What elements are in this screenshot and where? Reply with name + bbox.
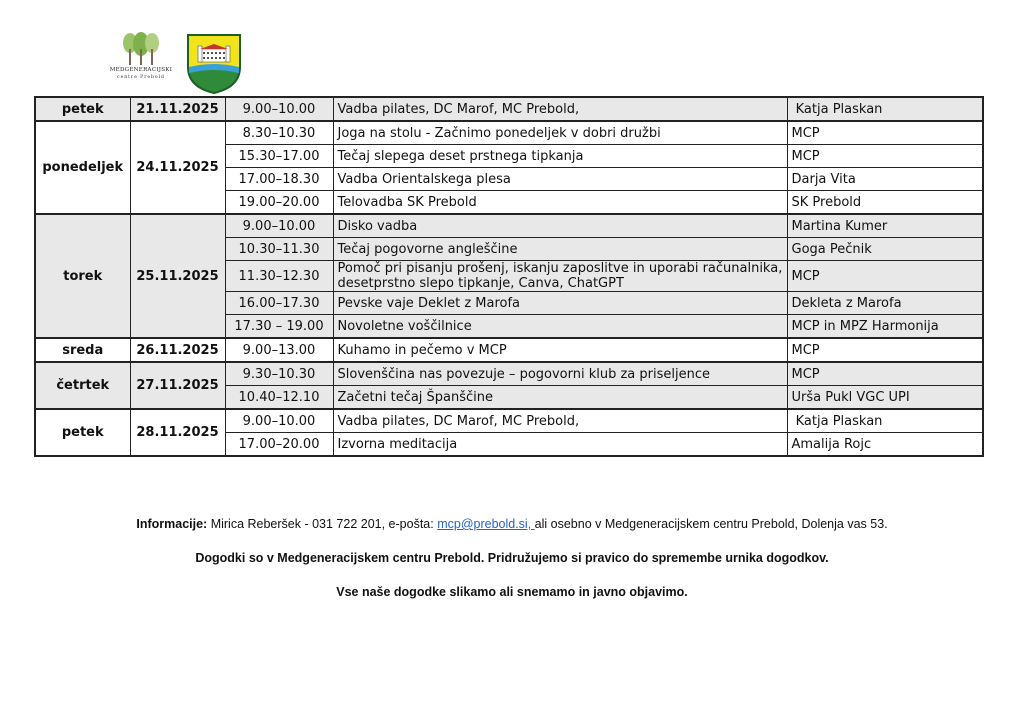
organizer-cell: Katja Plaskan [787,97,983,121]
day-cell: ponedeljek [35,121,130,214]
organizer-cell: Dekleta z Marofa [787,292,983,315]
activity-cell: Slovenščina nas povezuje – pogovorni klub za priseljence [333,362,787,386]
time-cell: 9.30–10.30 [225,362,333,386]
activity-cell: Kuhamo in pečemo v MCP [333,338,787,362]
day-cell: sreda [35,338,130,362]
schedule-row [35,121,983,145]
activity-cell: Začetni tečaj Španščine [333,386,787,410]
time-cell: 9.00–10.00 [225,409,333,433]
date-cell: 21.11.2025 [130,97,225,121]
schedule-row [35,338,983,362]
time-cell: 16.00–17.30 [225,292,333,315]
time-cell: 9.00–13.00 [225,338,333,362]
activity-cell: Disko vadba [333,214,787,238]
organizer-cell: Urša Pukl VGC UPI [787,386,983,410]
email-link[interactable]: mcp@prebold.si, [437,517,535,531]
organizer-cell: MCP [787,145,983,168]
time-cell: 8.30–10.30 [225,121,333,145]
activity-cell: Novoletne voščilnice [333,315,787,339]
header-logos [108,31,248,97]
date-cell: 25.11.2025 [130,214,225,338]
organizer-cell: MCP [787,362,983,386]
time-cell: 9.00–10.00 [225,214,333,238]
day-cell: petek [35,409,130,456]
schedule-row [35,362,983,386]
activity-cell: Telovadba SK Prebold [333,191,787,215]
activity-cell: Vadba Orientalskega plesa [333,168,787,191]
activity-cell: Vadba pilates, DC Marof, MC Prebold, [333,409,787,433]
date-cell: 28.11.2025 [130,409,225,456]
time-cell: 17.00–20.00 [225,433,333,457]
time-cell: 10.40–12.10 [225,386,333,410]
schedule-row [35,97,983,121]
time-cell: 10.30–11.30 [225,238,333,261]
logo-title: MEDGENERACIJSKI [109,67,173,73]
activity-cell: Izvorna meditacija [333,433,787,457]
date-cell: 26.11.2025 [130,338,225,362]
schedule-body [35,97,983,456]
organizer-cell: MCP [787,338,983,362]
time-cell: 9.00–10.00 [225,97,333,121]
schedule-row [35,214,983,238]
activity-cell: Pomoč pri pisanju prošenj, iskanju zaposlitve in uporabi računalnika, desetprstno slepo tipkanje, Canva, ChatGPT [333,261,787,292]
location-notice: Dogodki so v Medgeneracijskem centru Prebold. Pridružujemo si pravico do spremembe urnika dogodkov. [195,551,829,565]
organizer-cell: SK Prebold [787,191,983,215]
medgeneracijski-logo [108,31,174,86]
day-cell: četrtek [35,362,130,409]
activity-cell: Vadba pilates, DC Marof, MC Prebold, [333,97,787,121]
activity-cell: Tečaj pogovorne angleščine [333,238,787,261]
day-cell: petek [35,97,130,121]
activity-cell: Pevske vaje Deklet z Marofa [333,292,787,315]
organizer-cell: MCP in MPZ Harmonija [787,315,983,339]
media-notice: Vse naše dogodke slikamo ali snemamo in javno objavimo. [336,585,688,599]
organizer-cell: Martina Kumer [787,214,983,238]
time-cell: 11.30–12.30 [225,261,333,292]
date-cell: 24.11.2025 [130,121,225,214]
organizer-cell: Katja Plaskan [787,409,983,433]
schedule-table [34,96,984,457]
organizer-cell: MCP [787,121,983,145]
activity-cell: Tečaj slepega deset prstnega tipkanja [333,145,787,168]
time-cell: 19.00–20.00 [225,191,333,215]
schedule-row [35,409,983,433]
organizer-cell: Amalija Rojc [787,433,983,457]
municipality-coat-of-arms-icon [186,33,242,95]
contact-info [0,517,1024,531]
time-cell: 17.00–18.30 [225,168,333,191]
time-cell: 17.30 – 19.00 [225,315,333,339]
activity-cell: Joga na stolu - Začnimo ponedeljek v dobri družbi [333,121,787,145]
organizer-cell: Goga Pečnik [787,238,983,261]
info-label: Informacije: [136,517,208,531]
info-address: ali osebno v Medgeneracijskem centru Prebold, Dolenja vas 53. [534,517,888,531]
trees-icon [108,31,174,67]
organizer-cell: MCP [787,261,983,292]
time-cell: 15.30–17.00 [225,145,333,168]
info-text: Mirica Reberšek - 031 722 201, e-pošta: [207,517,438,531]
day-cell: torek [35,214,130,338]
date-cell: 27.11.2025 [130,362,225,409]
organizer-cell: Darja Vita [787,168,983,191]
logo-subtitle: centre Prebold [117,75,165,80]
